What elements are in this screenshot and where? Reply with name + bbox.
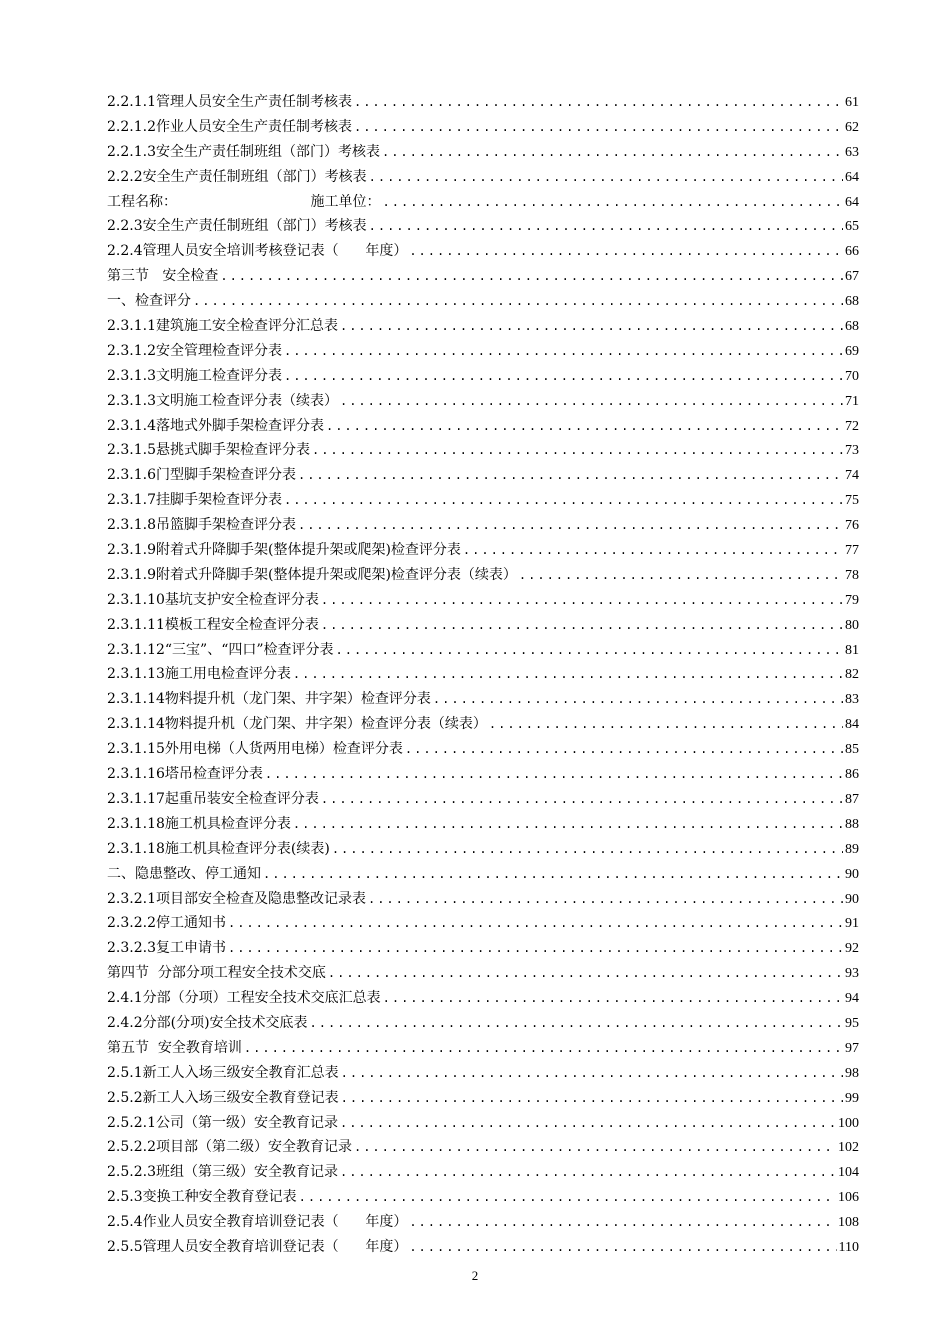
toc-entry[interactable] (107, 115, 859, 140)
toc-entry[interactable] (107, 1086, 859, 1111)
toc-entry-page-number: 83 (845, 692, 859, 708)
toc-entry[interactable] (107, 513, 859, 538)
toc-entry[interactable] (107, 1036, 859, 1061)
toc-entry[interactable] (107, 737, 859, 762)
dot-leader (409, 1235, 836, 1260)
toc-entry[interactable] (107, 613, 859, 638)
dot-leader (409, 239, 843, 264)
toc-entry-title: 2.3.1.2安全管理检查评分表 (107, 342, 282, 359)
toc-entry-page-number: 69 (845, 343, 859, 359)
toc-entry-title: 2.3.2.2停工通知书 (107, 915, 226, 932)
toc-entry[interactable] (107, 438, 859, 463)
toc-entry[interactable] (107, 414, 859, 439)
dot-leader (354, 115, 843, 140)
toc-entry-page-number: 74 (845, 468, 859, 484)
toc-entry-title: 2.3.1.11模板工程安全检查评分表 (107, 616, 319, 633)
toc-entry[interactable] (107, 1185, 859, 1210)
toc-entry-page-number: 91 (845, 916, 859, 932)
dot-leader (463, 538, 843, 563)
toc-entry-page-number: 100 (838, 1115, 859, 1131)
dot-leader (299, 1185, 836, 1210)
dot-leader (369, 165, 843, 190)
toc-entry[interactable] (107, 911, 859, 936)
toc-entry-title: 2.2.1.2作业人员安全生产责任制考核表 (107, 118, 352, 135)
toc-entry-page-number: 79 (845, 592, 859, 608)
toc-entry-title: 2.3.1.14物料提升机（龙门架、井字架）检查评分表 (107, 691, 431, 708)
toc-entry-page-number: 85 (845, 742, 859, 758)
toc-entry[interactable] (107, 837, 859, 862)
toc-entry[interactable] (107, 339, 859, 364)
toc-entry-page-number: 110 (838, 1239, 859, 1255)
dot-leader (340, 1111, 836, 1136)
toc-entry[interactable] (107, 389, 859, 414)
toc-entry[interactable] (107, 190, 859, 215)
toc-entry-page-number: 98 (845, 1065, 859, 1081)
dot-leader (298, 513, 843, 538)
dot-leader (336, 638, 843, 663)
toc-entry[interactable] (107, 289, 859, 314)
toc-entry-page-number: 90 (845, 891, 859, 907)
dot-leader (409, 1210, 836, 1235)
toc-entry-page-number: 70 (845, 368, 859, 384)
dot-leader (433, 687, 843, 712)
dot-leader (489, 712, 843, 737)
toc-entry-title: 2.2.4管理人员安全培训考核登记表（ 年度） (107, 243, 408, 260)
toc-entry-title: 2.2.1.1管理人员安全生产责任制考核表 (107, 94, 352, 110)
toc-entry[interactable] (107, 787, 859, 812)
toc-entry[interactable] (107, 961, 859, 986)
dot-leader (383, 986, 843, 1011)
toc-entry-page-number: 77 (845, 543, 859, 559)
dot-leader (519, 563, 843, 588)
toc-entry-title: 2.3.1.18施工机具检查评分表(续表) (107, 840, 330, 857)
dot-leader (321, 588, 843, 613)
toc-entry-page-number: 63 (845, 144, 859, 160)
toc-entry[interactable] (107, 239, 859, 264)
toc-entry-title: 2.3.1.9附着式升降脚手架(整体提升架或爬架)检查评分表 (107, 542, 461, 559)
toc-entry[interactable] (107, 887, 859, 912)
toc-entry[interactable] (107, 986, 859, 1011)
toc-entry-page-number: 104 (838, 1165, 859, 1181)
toc-entry[interactable] (107, 862, 859, 887)
toc-entry-title: 2.4.1分部（分项）工程安全技术交底汇总表 (107, 990, 381, 1007)
toc-entry[interactable] (107, 563, 859, 588)
dot-leader (284, 364, 843, 389)
toc-entry-title: 2.3.1.3文明施工检查评分表 (107, 367, 282, 384)
toc-entry-page-number: 84 (845, 717, 859, 733)
dot-leader (382, 140, 843, 165)
dot-leader (193, 289, 843, 314)
toc-entry-page-number: 89 (845, 841, 859, 857)
dot-leader (328, 961, 843, 986)
toc-entry[interactable] (107, 588, 859, 613)
toc-entry[interactable] (107, 1135, 859, 1160)
toc-entry-page-number: 99 (845, 1090, 859, 1106)
dot-leader (228, 936, 843, 961)
toc-entry-page-number: 78 (845, 567, 859, 583)
toc-entry-title: 2.3.1.17起重吊装安全检查评分表 (107, 790, 319, 807)
dot-leader (244, 1036, 843, 1061)
toc-entry-page-number: 93 (845, 966, 859, 982)
toc-entry-page-number: 106 (838, 1190, 859, 1206)
toc-entry-page-number: 73 (845, 443, 859, 459)
toc-entry-page-number: 108 (838, 1215, 859, 1231)
toc-entry-page-number: 82 (845, 667, 859, 683)
toc-entry[interactable] (107, 1011, 859, 1036)
toc-entry-page-number: 61 (845, 95, 859, 110)
dot-leader (228, 911, 843, 936)
dot-leader (321, 787, 843, 812)
toc-entry[interactable] (107, 1061, 859, 1086)
toc-entry-page-number: 92 (845, 941, 859, 957)
toc-entry-title: 2.5.2.2项目部（第二级）安全教育记录 (107, 1139, 352, 1156)
dot-leader (310, 1011, 843, 1036)
dot-leader (298, 463, 843, 488)
toc-entry[interactable] (107, 712, 859, 737)
toc-entry-title: 2.3.1.3文明施工检查评分表（续表） (107, 392, 338, 409)
toc-entry-page-number: 94 (845, 991, 859, 1007)
toc-entry-title: 2.5.1新工人入场三级安全教育汇总表 (107, 1064, 339, 1081)
toc-entry-page-number: 68 (845, 319, 859, 335)
toc-entry-title: 2.3.1.15外用电梯（人货两用电梯）检查评分表 (107, 741, 403, 758)
dot-leader (340, 314, 843, 339)
toc-entry-page-number: 80 (845, 617, 859, 633)
toc-entry-title: 2.3.1.6门型脚手架检查评分表 (107, 467, 296, 484)
toc-entry[interactable] (107, 1160, 859, 1185)
dot-leader (354, 1135, 836, 1160)
page-number: 2 (471, 1268, 479, 1283)
toc-entry-title: 2.3.1.14物料提升机（龙门架、井字架）检查评分表（续表） (107, 716, 487, 733)
toc-entry-title: 2.3.1.12“三宝”、“四口”检查评分表 (107, 641, 334, 658)
toc-entry-title: 2.3.1.7挂脚手架检查评分表 (107, 492, 282, 509)
table-of-contents (107, 90, 859, 1260)
toc-entry-page-number: 76 (845, 518, 859, 534)
dot-leader (293, 812, 843, 837)
toc-entry-title: 一、检查评分 (107, 293, 191, 310)
toc-entry[interactable] (107, 936, 859, 961)
dot-leader (354, 90, 843, 115)
toc-entry-title: 2.5.3变换工种安全教育登记表 (107, 1189, 297, 1206)
toc-entry[interactable] (107, 1235, 859, 1260)
toc-entry[interactable] (107, 165, 859, 190)
toc-entry-title: 二、隐患整改、停工通知 (107, 865, 261, 882)
toc-entry-page-number: 95 (845, 1015, 859, 1031)
toc-entry[interactable] (107, 1210, 859, 1235)
toc-entry-title: 2.2.3安全生产责任制班组（部门）考核表 (107, 218, 367, 235)
toc-entry[interactable] (107, 762, 859, 787)
dot-leader (284, 488, 843, 513)
dot-leader (368, 887, 843, 912)
toc-entry[interactable] (107, 264, 859, 289)
dot-leader (265, 762, 843, 787)
dot-leader (293, 662, 843, 687)
dot-leader (369, 214, 843, 239)
toc-entry-title: 2.5.4作业人员安全教育培训登记表（ 年度） (107, 1214, 408, 1231)
toc-entry[interactable] (107, 638, 859, 663)
dot-leader (332, 837, 843, 862)
dot-leader (341, 1086, 843, 1111)
toc-entry-page-number: 90 (845, 866, 859, 882)
toc-entry-title: 2.3.1.16塔吊检查评分表 (107, 766, 263, 783)
toc-entry-page-number: 67 (845, 269, 859, 285)
toc-entry-title: 2.3.2.3复工申请书 (107, 940, 226, 957)
toc-entry[interactable] (107, 463, 859, 488)
toc-entry-page-number: 86 (845, 767, 859, 783)
toc-entry-title: 工程名称： 施工单位： (107, 193, 381, 210)
toc-entry-page-number: 88 (845, 816, 859, 832)
toc-entry[interactable] (107, 364, 859, 389)
dot-leader (220, 264, 843, 289)
toc-entry-page-number: 62 (845, 119, 859, 135)
toc-entry-page-number: 64 (845, 194, 859, 210)
dot-leader (340, 389, 843, 414)
toc-entry-title: 2.5.2.1公司（第一级）安全教育记录 (107, 1114, 338, 1131)
toc-entry-title: 2.3.2.1项目部安全检查及隐患整改记录表 (107, 890, 366, 907)
dot-leader (326, 414, 843, 439)
toc-entry-title: 2.3.1.13施工用电检查评分表 (107, 666, 291, 683)
dot-leader (405, 737, 843, 762)
toc-entry[interactable] (107, 214, 859, 239)
dot-leader (340, 1160, 836, 1185)
toc-entry-title: 2.5.5管理人员安全教育培训登记表（ 年度） (107, 1238, 408, 1255)
toc-entry-title: 2.2.1.3安全生产责任制班组（部门）考核表 (107, 143, 380, 160)
dot-leader (284, 339, 843, 364)
dot-leader (312, 438, 843, 463)
toc-entry-page-number: 72 (845, 418, 859, 434)
dot-leader (263, 862, 843, 887)
toc-entry-title: 第五节 安全教育培训 (107, 1039, 242, 1056)
toc-entry-page-number: 64 (845, 169, 859, 185)
toc-entry-page-number: 97 (845, 1040, 859, 1056)
toc-entry-title: 2.3.1.1建筑施工安全检查评分汇总表 (107, 318, 338, 335)
toc-entry-page-number: 102 (838, 1140, 859, 1156)
toc-entry[interactable] (107, 90, 859, 115)
toc-entry-title: 2.3.1.8吊篮脚手架检查评分表 (107, 517, 296, 534)
toc-entry[interactable] (107, 314, 859, 339)
dot-leader (321, 613, 843, 638)
toc-entry-title: 2.5.2新工人入场三级安全教育登记表 (107, 1089, 339, 1106)
toc-entry-page-number: 71 (845, 393, 859, 409)
toc-entry-title: 第三节 安全检查 (107, 268, 219, 285)
toc-entry-title: 2.2.2安全生产责任制班组（部门）考核表 (107, 168, 367, 185)
toc-entry-page-number: 65 (845, 219, 859, 235)
toc-entry[interactable] (107, 538, 859, 563)
toc-entry[interactable] (107, 488, 859, 513)
toc-entry[interactable] (107, 662, 859, 687)
toc-entry-title: 2.3.1.9附着式升降脚手架(整体提升架或爬架)检查评分表（续表） (107, 566, 517, 583)
toc-entry-page-number: 66 (845, 244, 859, 260)
dot-leader (341, 1061, 843, 1086)
toc-entry-title: 2.5.2.3班组（第三级）安全教育记录 (107, 1164, 338, 1181)
toc-entry-title: 2.3.1.18施工机具检查评分表 (107, 815, 291, 832)
toc-entry-title: 2.3.1.4落地式外脚手架检查评分表 (107, 417, 324, 434)
toc-entry-title: 2.3.1.10基坑支护安全检查评分表 (107, 591, 319, 608)
toc-entry-title: 2.3.1.5悬挑式脚手架检查评分表 (107, 442, 310, 459)
toc-entry-page-number: 87 (845, 791, 859, 807)
toc-entry-title: 第四节 分部分项工程安全技术交底 (107, 965, 326, 982)
toc-entry-page-number: 68 (845, 294, 859, 310)
dot-leader (383, 190, 843, 215)
toc-entry-title: 2.4.2分部(分项)安全技术交底表 (107, 1014, 308, 1031)
toc-entry[interactable] (107, 1111, 859, 1136)
toc-entry-page-number: 81 (845, 642, 859, 658)
toc-entry[interactable] (107, 812, 859, 837)
toc-entry-page-number: 75 (845, 493, 859, 509)
toc-entry[interactable] (107, 140, 859, 165)
toc-entry[interactable] (107, 687, 859, 712)
